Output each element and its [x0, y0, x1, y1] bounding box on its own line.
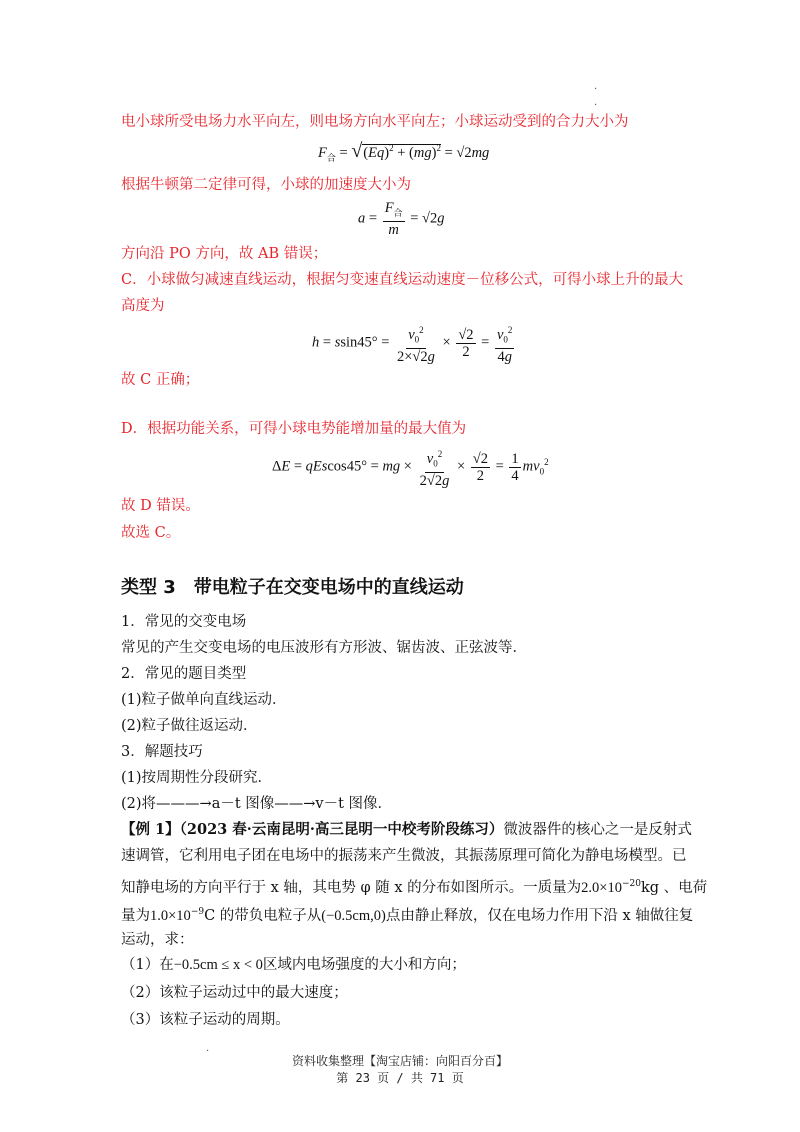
solution-line-4: C．小球做匀减速直线运动，根据匀变速直线运动速度－位移公式，可得小球上升的最大	[121, 272, 684, 288]
section-item: (2)将———→a－t 图像——→v－t 图像．	[121, 796, 393, 812]
example-line-3: 知静电场的方向平行于 x 轴，其电势 φ 随 x 的分布如图所示。一质量为$2.0\times 10^{-20}kg$ 、电荷	[121, 879, 708, 896]
question-3: （3）该粒子运动的周期。	[121, 1012, 290, 1028]
formula-height: h = ssin45° = $\frac{v_0^2}{2\times√2g}$ × $\frac{√2}{2}$ = $\frac{v_0^2}{4g}$	[312, 322, 516, 365]
footer-source: 资料收集整理【淘宝店铺：向阳百分百】	[291, 1054, 508, 1068]
section-item: 1．常见的交变电场	[121, 614, 247, 630]
charge-exponent: −9	[190, 907, 205, 917]
charge-value: 1.0×10	[150, 907, 191, 924]
solution-line-7: D．根据功能关系，可得小球电势能增加量的最大值为	[121, 421, 467, 437]
solution-line-5: 高度为	[121, 298, 165, 314]
solution-line-2: 根据牛顿第二定律可得，小球的加速度大小为	[121, 177, 411, 193]
solution-line-8: 故 D 错误。	[121, 498, 200, 514]
example-line-1	[121, 820, 692, 840]
mass-value: 2.0×10	[581, 879, 622, 896]
solution-line-6: 故 C 正确；	[121, 372, 200, 388]
footer-mark: ·	[206, 1046, 210, 1057]
example-text: 微波器件的核心之一是反射式	[503, 822, 692, 838]
section-item: (1)粒子做单向直线运动．	[121, 692, 287, 708]
solution-line-3: 方向沿 PO 方向，故 AB 错误；	[121, 246, 328, 262]
section-title: 类型 3 带电粒子在交变电场中的直线运动	[121, 577, 464, 598]
example-line-2: 速调管，它利用电子团在电场中的振荡来产生微波，其振荡原理可简化为静电场模型。已	[121, 848, 687, 864]
section-item: 2．常见的题目类型	[121, 666, 247, 682]
mass-exponent: −20	[621, 879, 641, 889]
start-point: (−0.5cm,0)	[321, 907, 386, 924]
formula-net-force: $F_合 = √(Eq)^2 + (mg)^2 = √2mg$	[318, 140, 490, 163]
x-range: −0.5cm ≤ x < 0	[173, 957, 263, 973]
example-label: 【例 1】（2023 春·云南昆明·高三昆明一中校考阶段练习）	[121, 821, 504, 838]
corner-mark: ·	[594, 100, 598, 111]
page-number: 第 23 页 / 共 71 页	[336, 1071, 464, 1085]
question-2: （2）该粒子运动过中的最大速度；	[121, 985, 348, 1001]
corner-mark: ·	[594, 84, 598, 95]
solution-line-1: 电小球所受电场力水平向左，则电场方向水平向左；小球运动受到的合力大小为	[121, 114, 629, 130]
section-item: (1)按周期性分段研究．	[121, 770, 273, 786]
example-line-5: 运动，求：	[121, 932, 194, 948]
formula-energy: ΔE = qEscos45° = mg × $\frac{v_0^2}{2√2g}$ × $\frac{√2}{2}$ = $\frac{1}{4}$ $mv_0^2$	[272, 446, 549, 489]
section-item: 常见的产生交变电场的电压波形有方形波、锯齿波、正弦波等．	[121, 640, 527, 656]
question-1: （1）在−0.5cm ≤ x < 0区域内电场强度的大小和方向；	[121, 957, 466, 973]
section-item: (2)粒子做往返运动．	[121, 718, 258, 734]
example-line-4: 量为$1.0\times 10^{-9}C$ 的带负电粒子从(−0.5cm,0)点由静止释放，仅在电场力作用下沿 x 轴做往复	[121, 907, 694, 924]
solution-line-9: 故选 C。	[121, 525, 181, 541]
formula-acceleration: a = $\frac{F_合}{m}$ = √2g	[358, 200, 445, 238]
section-item: 3．解题技巧	[121, 744, 203, 760]
